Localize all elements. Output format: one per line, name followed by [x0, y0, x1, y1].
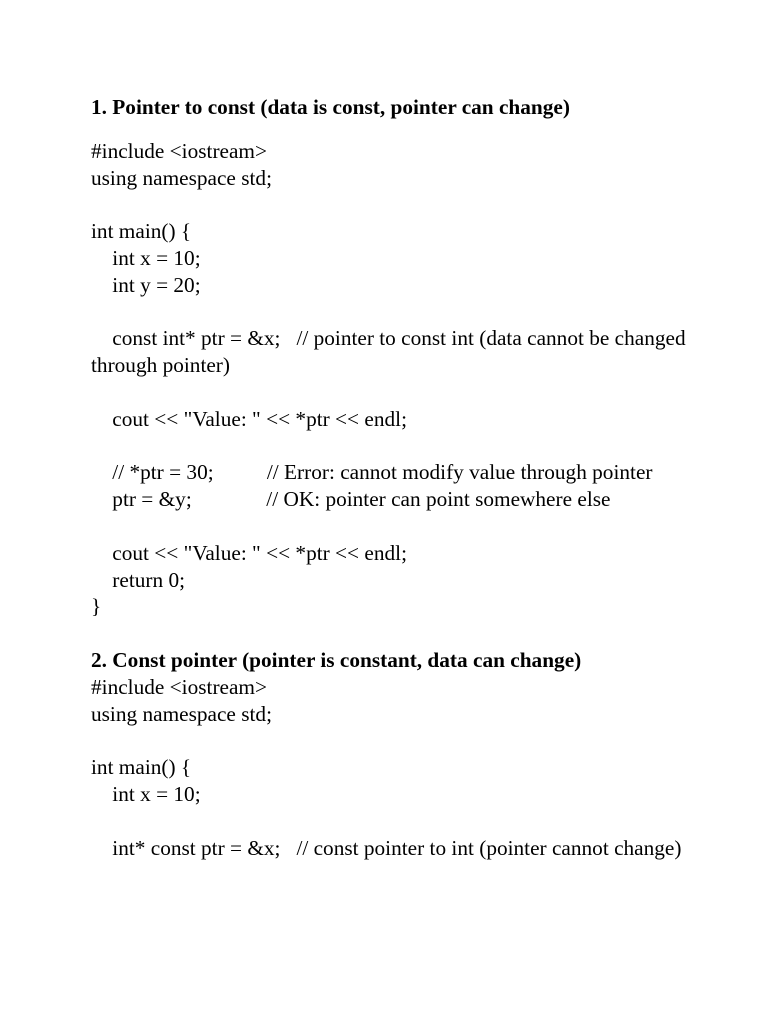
section-2-heading: 2. Const pointer (pointer is constant, data can change) [91, 647, 582, 672]
code-line: cout << "Value: " << *ptr << endl; [91, 540, 407, 565]
code-line: #include <iostream> [91, 138, 268, 163]
code-line: ptr = &y; // OK: pointer can point somewhere else [91, 487, 611, 512]
code-line: int main() { [91, 755, 192, 780]
code-line: using namespace std; [91, 165, 272, 190]
code-line: int main() { [91, 219, 192, 244]
code-line: using namespace std; [91, 701, 272, 726]
section-2-code [91, 674, 691, 862]
code-line: int x = 10; [91, 245, 201, 270]
code-line-wrapped [91, 325, 691, 379]
section-1-heading: 1. Pointer to const (data is const, pointer can change) [91, 95, 570, 119]
code-line: #include <iostream> [91, 674, 268, 699]
spacer [91, 620, 691, 647]
document-page [91, 94, 691, 861]
code-line-text: // *ptr = 30; // Error: cannot modify value through pointer [91, 460, 653, 485]
code-line: int y = 20; [91, 272, 201, 297]
code-line: int x = 10; [91, 781, 201, 806]
code-line [91, 513, 691, 540]
code-line [91, 727, 691, 754]
code-line-wrapped [91, 835, 691, 862]
code-line-text: const int* ptr = &x; // pointer to const int (data cannot be changed through pointer) [91, 326, 686, 378]
code-line [91, 191, 691, 218]
code-line: cout << "Value: " << *ptr << endl; [91, 406, 407, 431]
code-line: return 0; [91, 567, 186, 592]
code-line [91, 808, 691, 835]
code-line [91, 299, 691, 326]
section-1-code [91, 138, 691, 620]
code-line: } [91, 594, 102, 619]
code-line-text: int* const ptr = &x; // const pointer to int (pointer cannot change) [91, 835, 682, 860]
code-line [91, 433, 691, 460]
code-line [91, 379, 691, 406]
code-line-wrapped [91, 459, 691, 486]
